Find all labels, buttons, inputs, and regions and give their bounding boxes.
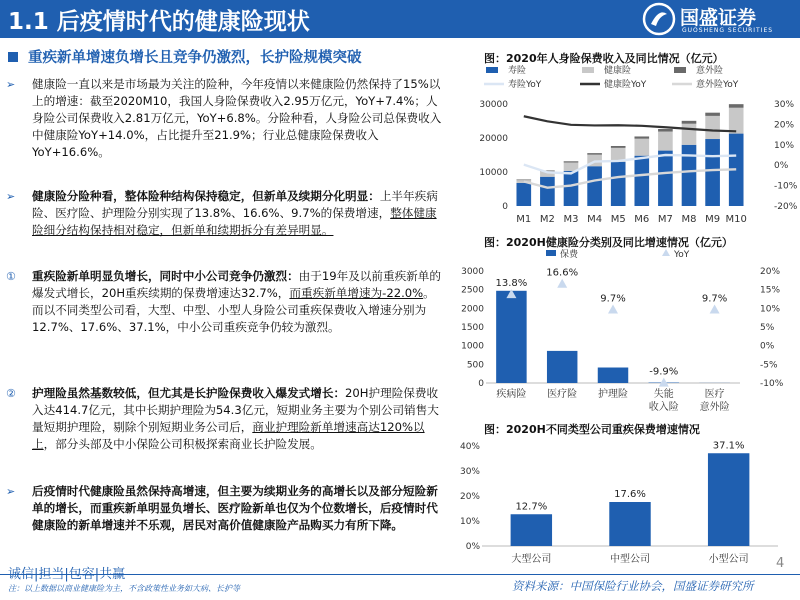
paragraph-2 <box>6 188 442 239</box>
data-label: 16.6% <box>546 267 579 279</box>
x-tick-label: M4 <box>587 214 603 225</box>
bar-健康险 <box>634 139 649 156</box>
bar-健康险 <box>682 124 697 145</box>
bar-value <box>708 453 749 546</box>
chart2-caption: 图：2020H健康险分类别及同比增速情况（亿元） <box>484 236 733 249</box>
section-headline <box>8 46 478 67</box>
paragraph-4 <box>6 385 442 453</box>
x-tick-label: M8 <box>681 214 697 225</box>
paragraph-1 <box>6 76 442 161</box>
x-tick-label: 意外险 <box>699 402 730 413</box>
y-tick-label: 30000 <box>479 100 508 110</box>
legend-label: YoY <box>674 250 690 260</box>
x-tick-label: 收入险 <box>648 402 679 413</box>
arrow-bullet-icon: ➢ <box>6 78 16 91</box>
data-label: 12.7% <box>515 501 548 513</box>
header-bar <box>0 0 800 38</box>
x-tick-label: M2 <box>539 214 555 225</box>
logo-icon <box>642 2 676 36</box>
y2-tick-label: 30% <box>774 100 795 110</box>
y2-tick-label: 20% <box>774 120 795 131</box>
yoy-point <box>710 304 720 313</box>
y2-tick-label: 0% <box>774 161 789 172</box>
bar-健康险 <box>729 108 744 134</box>
bar-寿险 <box>682 145 697 206</box>
bar-寿险 <box>540 177 555 206</box>
y2-tick-label: -10% <box>760 379 784 389</box>
paragraph-underline: 商业护理险新单增速高达120%以上 <box>32 420 425 451</box>
bar-value <box>511 514 552 546</box>
bar-寿险 <box>658 151 673 206</box>
x-tick-label: 疾病险 <box>496 389 527 400</box>
y2-tick-label: 20% <box>760 267 781 277</box>
paragraph-underline: 整体健康险细分结构保持相对稳定，但新单和续期拆分有差异明显。 <box>32 206 437 237</box>
legend-label: 意外险YoY <box>696 80 739 90</box>
y-tick-label: 20000 <box>479 134 508 144</box>
legend-swatch <box>582 67 594 73</box>
x-tick-label: 失能 <box>653 389 674 400</box>
paragraph-bold: 健康险分险种看，整体险种结构保持稳定，但新单及续期分化明显： <box>32 189 380 203</box>
paragraph-text-2: ，部分头部及中小保险公司积极探索商业长护险发展。 <box>43 437 322 451</box>
headline-text: 重疾新单增速负增长且竞争仍激烈，长护险规模突破 <box>28 50 362 66</box>
bar-寿险 <box>705 139 720 206</box>
y-tick-label: 2500 <box>461 285 484 296</box>
legend-label: 意外险 <box>696 66 724 76</box>
y-tick-label: 1000 <box>461 341 484 352</box>
chart1-caption: 图：2020年人身险保费收入及同比情况（亿元） <box>484 52 724 65</box>
x-tick-label: M10 <box>725 214 747 225</box>
legend-swatch <box>674 67 686 73</box>
yoy-point <box>659 378 669 387</box>
y2-tick-label: -20% <box>774 202 798 212</box>
bar-寿险 <box>587 166 602 206</box>
x-tick-label: M7 <box>657 214 673 225</box>
y-tick-label: 40% <box>459 442 480 452</box>
circled-number-2: ② <box>6 387 16 400</box>
logo-text: 国盛证券 <box>680 7 757 29</box>
paragraph-text: 上半年疾病险、医疗险、护理险分别实现了13.8%、16.6%、9.7%的保费增速， <box>32 189 438 220</box>
chart-health-by-type <box>461 249 794 419</box>
x-tick-label: 护理险 <box>598 389 628 400</box>
yoy-point <box>608 304 618 313</box>
data-label: -9.9% <box>649 366 679 378</box>
paragraph-text: 由于19年及以前重疾新单的爆发式增长，20H重疾续期的保费增速达32.7%， <box>32 269 441 300</box>
bar-意外险 <box>682 121 697 124</box>
data-source: 资料来源：中国保险行业协会，国盛证券研究所 <box>512 579 754 593</box>
y-tick-label: 500 <box>466 360 484 371</box>
y-tick-label: 3000 <box>461 267 484 277</box>
arrow-bullet-icon: ➢ <box>6 485 16 498</box>
y2-tick-label: 15% <box>760 285 781 296</box>
bar-健康险 <box>705 116 720 139</box>
bar-意外险 <box>516 179 531 180</box>
arrow-bullet-icon: ➢ <box>6 190 16 203</box>
circled-number-1: ① <box>6 270 16 283</box>
data-label: 17.6% <box>614 489 646 500</box>
bar-意外险 <box>729 104 744 108</box>
x-tick-label: M6 <box>634 214 650 225</box>
bar-寿险 <box>611 162 626 206</box>
y-tick-label: 0% <box>465 542 480 552</box>
footer-motto: 诚信|担当|包容|共赢 <box>8 567 126 582</box>
bar-意外险 <box>705 113 720 116</box>
legend-swatch <box>486 67 498 73</box>
footer-note: 注：以上数据以商业健康险为主，不含政策性业务如大病、长护等 <box>8 584 240 593</box>
y2-tick-label: 0% <box>760 341 775 352</box>
y-tick-label: 0 <box>478 379 484 389</box>
bar-保费 <box>598 368 628 383</box>
legend-label: 寿险 <box>508 66 527 76</box>
legend-label: 健康险YoY <box>604 80 647 90</box>
x-tick-label: M9 <box>705 214 721 225</box>
y2-tick-label: 10% <box>760 304 781 315</box>
x-tick-label: M3 <box>563 214 579 225</box>
square-bullet-icon <box>8 52 18 62</box>
bar-寿险 <box>516 183 531 206</box>
y2-tick-label: 5% <box>760 323 775 333</box>
paragraph-3 <box>6 268 442 336</box>
legend-swatch <box>662 249 670 256</box>
y-tick-label: 0 <box>502 202 508 212</box>
slide-title: 1.1 后疫情时代的健康险现状 <box>8 9 310 35</box>
paragraph-bold: 后疫情时代健康险虽然保持高增速，但主要为续期业务的高增长以及部分短险新单的增长，而重疾新单明显负增长、医疗险新单也仅为个位数增长，后疫情时代健康险的新单增速并不乐观，居民对高价值健康险产品购买力有所下降。 <box>32 484 438 532</box>
legend-swatch <box>546 250 556 256</box>
bar-意外险 <box>611 146 626 148</box>
x-tick-label: 中型公司 <box>610 554 650 565</box>
company-logo <box>640 2 798 36</box>
page-number: 4 <box>776 556 785 571</box>
paragraph-text-2: 。而以不同类型公司看，大型、中型、小型人身险公司重疾保费收入增速分别为12.7%、17.6%、37.1%，中小公司重疾竞争仍较为激烈。 <box>32 286 435 334</box>
x-tick-label: 大型公司 <box>511 554 552 565</box>
x-tick-label: M1 <box>516 214 532 225</box>
y-tick-label: 10000 <box>479 168 508 178</box>
data-label: 9.7% <box>600 293 626 305</box>
chart-premium-income <box>478 64 798 234</box>
paragraph-text: 20H护理险保费收入达414.7亿元，其中长期护理险为54.3亿元，短期业务主要为个别公司销售大量短期护理险，剔除个别短期业务公司后， <box>32 386 439 434</box>
line-健康险YoY <box>524 116 736 131</box>
paragraph-bold: 护理险虽然基数较低，但尤其是长护险保费收入爆发式增长： <box>32 386 346 400</box>
logo-subtext: GUOSHENG SECURITIES <box>682 27 774 34</box>
chart-company-growth <box>459 436 794 572</box>
x-tick-label: M5 <box>610 214 626 225</box>
y2-tick-label: -10% <box>774 181 798 192</box>
paragraph-5 <box>6 483 442 534</box>
paragraph-text: 健康险一直以来是市场最为关注的险种，今年疫情以来健康险仍然保持了15%以上的增速：截至2020M10，我国人身险保费收入2.95万亿元，YoY+7.4%；人身险公司保费收入2.81万亿元，YoY+6.8%。分险种看，人身险公司总保费收入中健康险YoY+14.0%，占比提升至21.9%；行业总健康险保费收入YoY+16.6%。 <box>32 77 442 159</box>
y-tick-label: 10% <box>459 517 480 527</box>
data-label: 37.1% <box>712 440 745 452</box>
legend-label: 保费 <box>560 250 579 260</box>
legend-label: 寿险YoY <box>508 80 542 90</box>
x-tick-label: 小型公司 <box>708 554 749 565</box>
y2-tick-label: 10% <box>774 140 795 151</box>
x-tick-label: 医疗险 <box>547 389 578 400</box>
data-label: 9.7% <box>701 293 728 305</box>
bar-寿险 <box>564 171 579 206</box>
bar-value <box>609 502 650 546</box>
bar-意外险 <box>634 136 649 138</box>
bar-意外险 <box>564 161 579 162</box>
bar-意外险 <box>587 153 602 155</box>
y-tick-label: 1500 <box>461 323 484 333</box>
bar-寿险 <box>634 156 649 206</box>
bar-保费 <box>496 291 526 383</box>
bar-意外险 <box>658 129 673 132</box>
bar-保费 <box>547 351 577 383</box>
yoy-point <box>557 279 567 288</box>
paragraph-bold: 重疾险新单明显负增长，同时中小公司竞争仍激烈： <box>32 269 299 283</box>
y-tick-label: 30% <box>459 467 480 477</box>
paragraph-underline: 而重疾新单增速为-22.0% <box>289 286 424 300</box>
data-label: 13.8% <box>495 278 528 290</box>
bar-健康险 <box>658 132 673 151</box>
y-tick-label: 20% <box>459 492 480 502</box>
x-tick-label: 医疗 <box>704 389 725 400</box>
legend-label: 健康险 <box>604 66 632 76</box>
y2-tick-label: -5% <box>760 360 778 371</box>
chart3-caption: 图：2020H不同类型公司重疾保费增速情况 <box>484 423 700 436</box>
y-tick-label: 2000 <box>461 304 484 315</box>
